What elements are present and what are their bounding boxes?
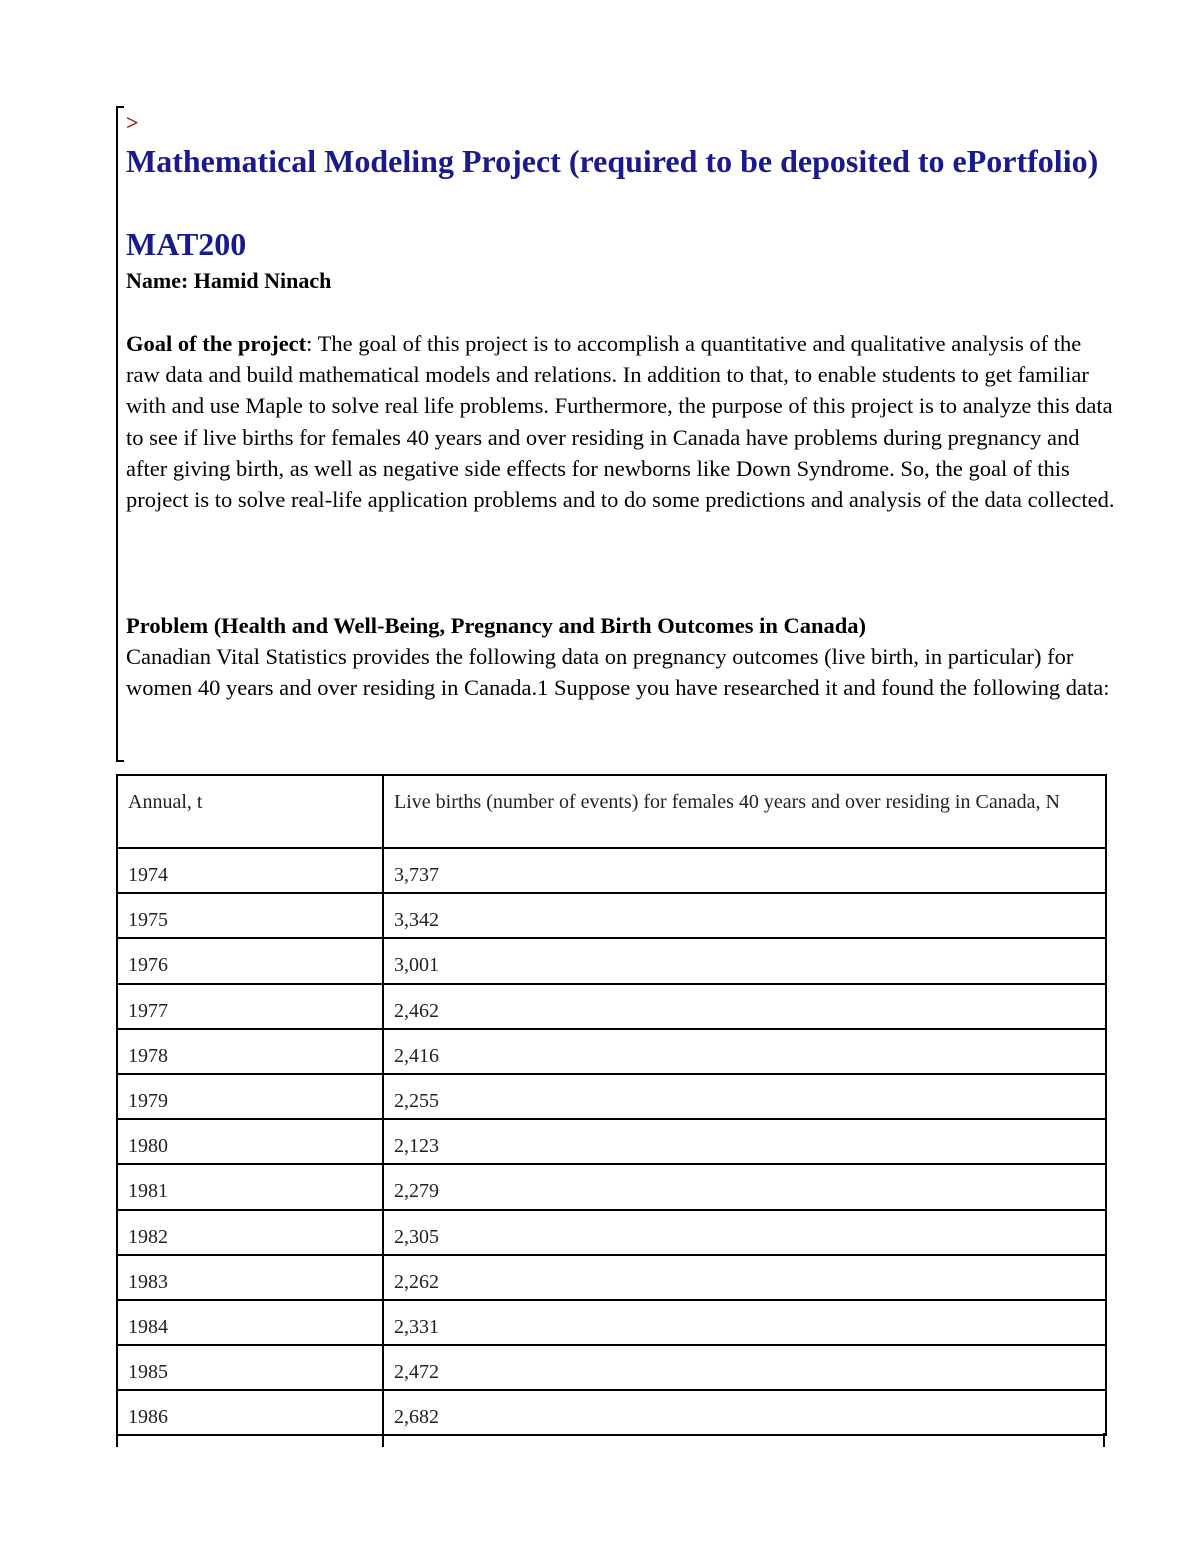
goal-label: Goal of the project bbox=[126, 331, 307, 356]
births-cell: 3,001 bbox=[383, 938, 1106, 983]
year-cell: 1980 bbox=[117, 1119, 383, 1164]
births-cell: 2,279 bbox=[383, 1164, 1106, 1209]
births-cell: 3,342 bbox=[383, 893, 1106, 938]
table-row bbox=[117, 1074, 1106, 1119]
year-cell: 1981 bbox=[117, 1164, 383, 1209]
births-cell: 2,682 bbox=[383, 1390, 1106, 1435]
births-cell: 3,737 bbox=[383, 848, 1106, 893]
year-cell: 1985 bbox=[117, 1345, 383, 1390]
goal-paragraph bbox=[126, 328, 1116, 515]
births-cell: 2,305 bbox=[383, 1210, 1106, 1255]
table-column-divider bbox=[382, 1433, 384, 1447]
table-row bbox=[117, 1210, 1106, 1255]
problem-label: Problem (Health and Well-Being, Pregnancy and Birth Outcomes in Canada) bbox=[126, 613, 867, 638]
table-row bbox=[117, 938, 1106, 983]
table-row bbox=[117, 1255, 1106, 1300]
table-row bbox=[117, 1390, 1106, 1435]
year-cell: 1974 bbox=[117, 848, 383, 893]
document-title: Mathematical Modeling Project (required to be deposited to ePortfolio) bbox=[126, 143, 1099, 179]
table-row bbox=[117, 893, 1106, 938]
table-continuation bbox=[116, 1433, 1105, 1447]
births-cell: 2,123 bbox=[383, 1119, 1106, 1164]
maple-prompt[interactable]: > bbox=[126, 110, 139, 135]
year-cell: 1978 bbox=[117, 1029, 383, 1074]
problem-text: Canadian Vital Statistics provides the following data on pregnancy outcomes (live birth, in particular) for women 40 years and over residing in Canada.1 Suppose you have researched it and found the following data: bbox=[126, 644, 1110, 701]
year-cell: 1979 bbox=[117, 1074, 383, 1119]
problem-paragraph bbox=[126, 610, 1116, 704]
table-row bbox=[117, 1029, 1106, 1074]
year-cell: 1986 bbox=[117, 1390, 383, 1435]
births-cell: 2,462 bbox=[383, 984, 1106, 1029]
year-cell: 1977 bbox=[117, 984, 383, 1029]
table-row bbox=[117, 1345, 1106, 1390]
table-row bbox=[117, 1300, 1106, 1345]
author-name: Name: Hamid Ninach bbox=[126, 268, 332, 293]
course-code: MAT200 bbox=[126, 226, 247, 262]
births-cell: 2,472 bbox=[383, 1345, 1106, 1390]
header-cell-year: Annual, t bbox=[117, 775, 383, 848]
births-cell: 2,262 bbox=[383, 1255, 1106, 1300]
table-row bbox=[117, 984, 1106, 1029]
year-cell: 1976 bbox=[117, 938, 383, 983]
goal-text: : The goal of this project is to accomplish a quantitative and qualitative analysis of the raw data and build mathematical models and relations. In addition to that, to enable students to get familiar with and use Maple to solve real life problems. Furthermore, the purpose of this project is to analyze this data to see if live births for females 40 years and over residing in Canada have problems during pregnancy and after giving birth, as well as negative side effects for newborns like Down Syndrome. So, the goal of this project is to solve real-life application problems and to do some predictions and analysis of the data collected. bbox=[126, 331, 1115, 513]
year-cell: 1975 bbox=[117, 893, 383, 938]
live-births-table bbox=[116, 774, 1107, 1436]
table-row bbox=[117, 848, 1106, 893]
births-cell: 2,416 bbox=[383, 1029, 1106, 1074]
year-cell: 1982 bbox=[117, 1210, 383, 1255]
table-header-row bbox=[117, 775, 1106, 848]
table-row bbox=[117, 1119, 1106, 1164]
header-cell-births: Live births (number of events) for females 40 years and over residing in Canada, N bbox=[383, 775, 1106, 848]
births-cell: 2,331 bbox=[383, 1300, 1106, 1345]
table-row bbox=[117, 1164, 1106, 1209]
year-cell: 1984 bbox=[117, 1300, 383, 1345]
year-cell: 1983 bbox=[117, 1255, 383, 1300]
execution-group-bracket[interactable] bbox=[116, 106, 124, 762]
births-cell: 2,255 bbox=[383, 1074, 1106, 1119]
